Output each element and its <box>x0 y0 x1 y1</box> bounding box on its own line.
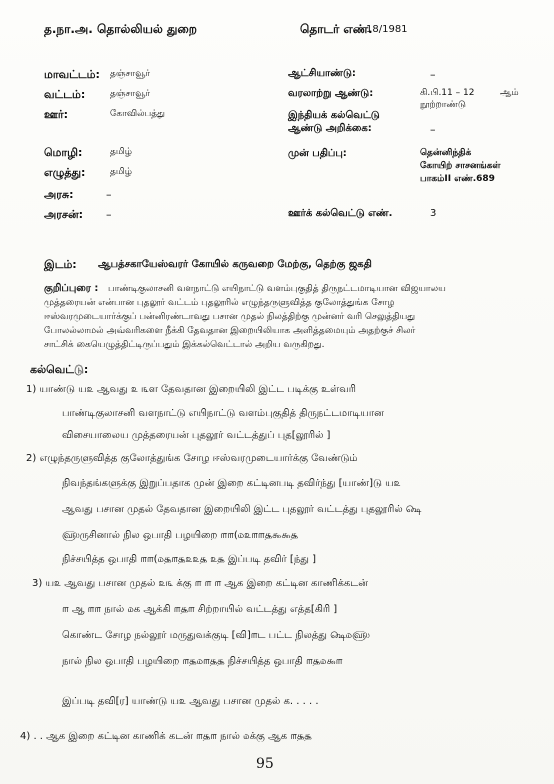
inscription-line: ஆவது பசான முதல் தேவதான இறையிலி இட்ட புதலூர் வட்டத்து புதலூரில் ௸ <box>62 504 422 515</box>
note-line: சாட்சிக் கையெழுத்திட்டிருப்பதும் இக்கல்வெட்டால் அறிய வருகிறது. <box>44 340 325 350</box>
meta-label-ari-1: இந்தியக் கல்வெட்டு <box>288 110 380 121</box>
meta-value-king: – <box>106 208 112 221</box>
meta-label-village: ஊர்: <box>44 108 68 121</box>
meta-value-historical-year-1: கி.பி.11 – 12 <box>420 88 475 98</box>
inscription-line: 2) எழுந்தருளுவித்த குலோத்துங்க சோழ ஈஸ்வரமுடையார்க்கு வேண்டும் <box>26 453 358 464</box>
meta-value-historical-year-2: நூற்றாண்டு <box>420 100 466 110</box>
note-line: பாண்டிகுலாசனி வளநாட்டு எயிநாட்டு வளம்புகுதித் திருநட்டமாடியான விஜயாலய <box>108 284 446 294</box>
inscription-line: நால் நில ஒபாதி பழயிறை ௱௲௰௱௲௲ நிச்சயித்த ஒபாதி ௱௲௰௯௱ <box>62 656 343 667</box>
meta-value-dynasty: – <box>106 188 112 201</box>
meta-value-village: கோவில்பத்து <box>110 109 165 119</box>
meta-label-district: மாவட்டம்: <box>44 68 100 81</box>
inscription-line: நிவந்தங்களுக்கு இறுப்பதாக முன் இறை கட்டினபடி தவிர்ந்து [யாண்]டு ய௨ <box>62 478 401 489</box>
meta-value-village-inscription-no: 3 <box>430 208 437 219</box>
inscription-line: 4) . . ஆக இறை கட்டின காணிக் கடன் ௱௲௱ நால் ௰க்கு ஆக ௱௲௲ <box>20 731 312 742</box>
note-line: முத்தரையன் என்பான புதலூர் வட்டம் புதலூரில் எழுந்தருளுவித்த குலோத்துங்க சோழ <box>44 298 395 308</box>
place-label: இடம்: <box>44 258 77 271</box>
meta-label-dynasty: அரசு: <box>44 188 74 201</box>
series-number: 18/1981 <box>366 24 408 35</box>
inscription-line: விசையாலைய முத்தரையன் புதலூர் வட்டத்துப் புத[லூரில் ] <box>62 430 331 441</box>
meta-label-taluk: வட்டம்: <box>44 88 86 101</box>
inscription-label: கல்வெட்டு: <box>30 363 89 376</box>
meta-value-language: தமிழ் <box>110 147 132 157</box>
meta-label-regnal-year: ஆட்சியாண்டு: <box>288 68 356 79</box>
meta-value-district: தஞ்சாவூர் <box>110 69 151 79</box>
department-title: த.நா.அ. தொல்லியல் துறை <box>44 22 197 36</box>
page-number: 95 <box>256 756 274 772</box>
meta-label-king: அரசன்: <box>44 208 84 221</box>
meta-value-regnal-year: – <box>430 68 436 81</box>
meta-label-previous-edition: முன் பதிப்பு: <box>288 148 347 159</box>
series-label: தொடர் எண். <box>300 22 373 36</box>
meta-value-previous-edition-3: பாகம்II எண்.689 <box>420 174 495 184</box>
meta-label-language: மொழி: <box>44 146 83 159</box>
meta-label-historical-year: வரலாற்று ஆண்டு: <box>288 88 374 99</box>
inscription-line: ௱ ஆ ௱௱ நால் ௰க ஆக்கி ௱௲௱ சிற்றாயில் வட்டத்து எத்த[கிரி ] <box>62 604 338 615</box>
meta-label-ari-2: ஆண்டு அறிக்கை: <box>288 123 372 134</box>
inscription-line: பாண்டிகுலாசனி வளநாட்டு எயிநாட்டு வளம்புகுதித் திருநட்டமாடியான <box>62 408 384 419</box>
inscription-line: 1) யாண்டு ய௨ ஆவது ௨ ௩ள தேவதான இறையிலி இட்ட படிக்கு உள்வரி <box>26 384 356 395</box>
meta-value-taluk: தஞ்சாவூர் <box>110 89 151 99</box>
inscription-line: இப்படி தவி[ர] யாண்டு ய௨ ஆவது பசான முதல் க. . . . . <box>62 696 319 707</box>
meta-value-script: தமிழ் <box>110 167 132 177</box>
inscription-line: நிச்சயித்த ஒபாதி ௱௱(௰௲௱௲௨௨௲ ௨௲ இப்படி தவிர் [ந்து ] <box>62 554 316 565</box>
place-value: ஆபத்சகாயேஸ்வரர் கோயில் கருவறை மேற்கு, தெற்கு ஜகதி <box>98 259 372 270</box>
inscription-line: ௵ருசினால் நில ஒபாதி பழயிறை ௱௱(௰௨௱௱௲௯௯௲ <box>62 530 298 541</box>
meta-value-historical-year-suffix: ஆம் <box>500 88 519 98</box>
note-label: குறிப்புரை : <box>44 283 99 294</box>
meta-value-previous-edition-1: தென்னிந்திக் <box>420 148 472 158</box>
note-line: போலல்லாமல் அவ்வரிகளை நீக்கி தேவதான இறையிலியாக அளித்தமையும் அதற்குச் சிலர் <box>44 326 416 336</box>
meta-value-previous-edition-2: கோயிற் சாசனங்கள் <box>420 161 501 171</box>
inscription-line: 3) ய௨ ஆவது பசான முதல் ௨௩ க்கு ௱ ௱ ௱ ஆக இறை கட்டின காணிக்கடன் <box>32 578 368 589</box>
meta-label-village-inscription-no: ஊர்க் கல்வெட்டு எண். <box>288 208 393 219</box>
meta-value-ari: – <box>430 123 436 136</box>
meta-label-script: எழுத்து: <box>44 166 86 179</box>
note-line: ஈஸ்வரமுடையார்க்குப் பன்னிரண்டாவது பசான முதல் நிலத்திற்கு முன்னர் வரி செலுத்தியது <box>44 312 415 322</box>
inscription-line: கொண்ட சோழ நல்லூர் மருதுவக்குடி [வி]௱ட பட்ட நிலத்து ௸௰௵ <box>62 630 370 641</box>
